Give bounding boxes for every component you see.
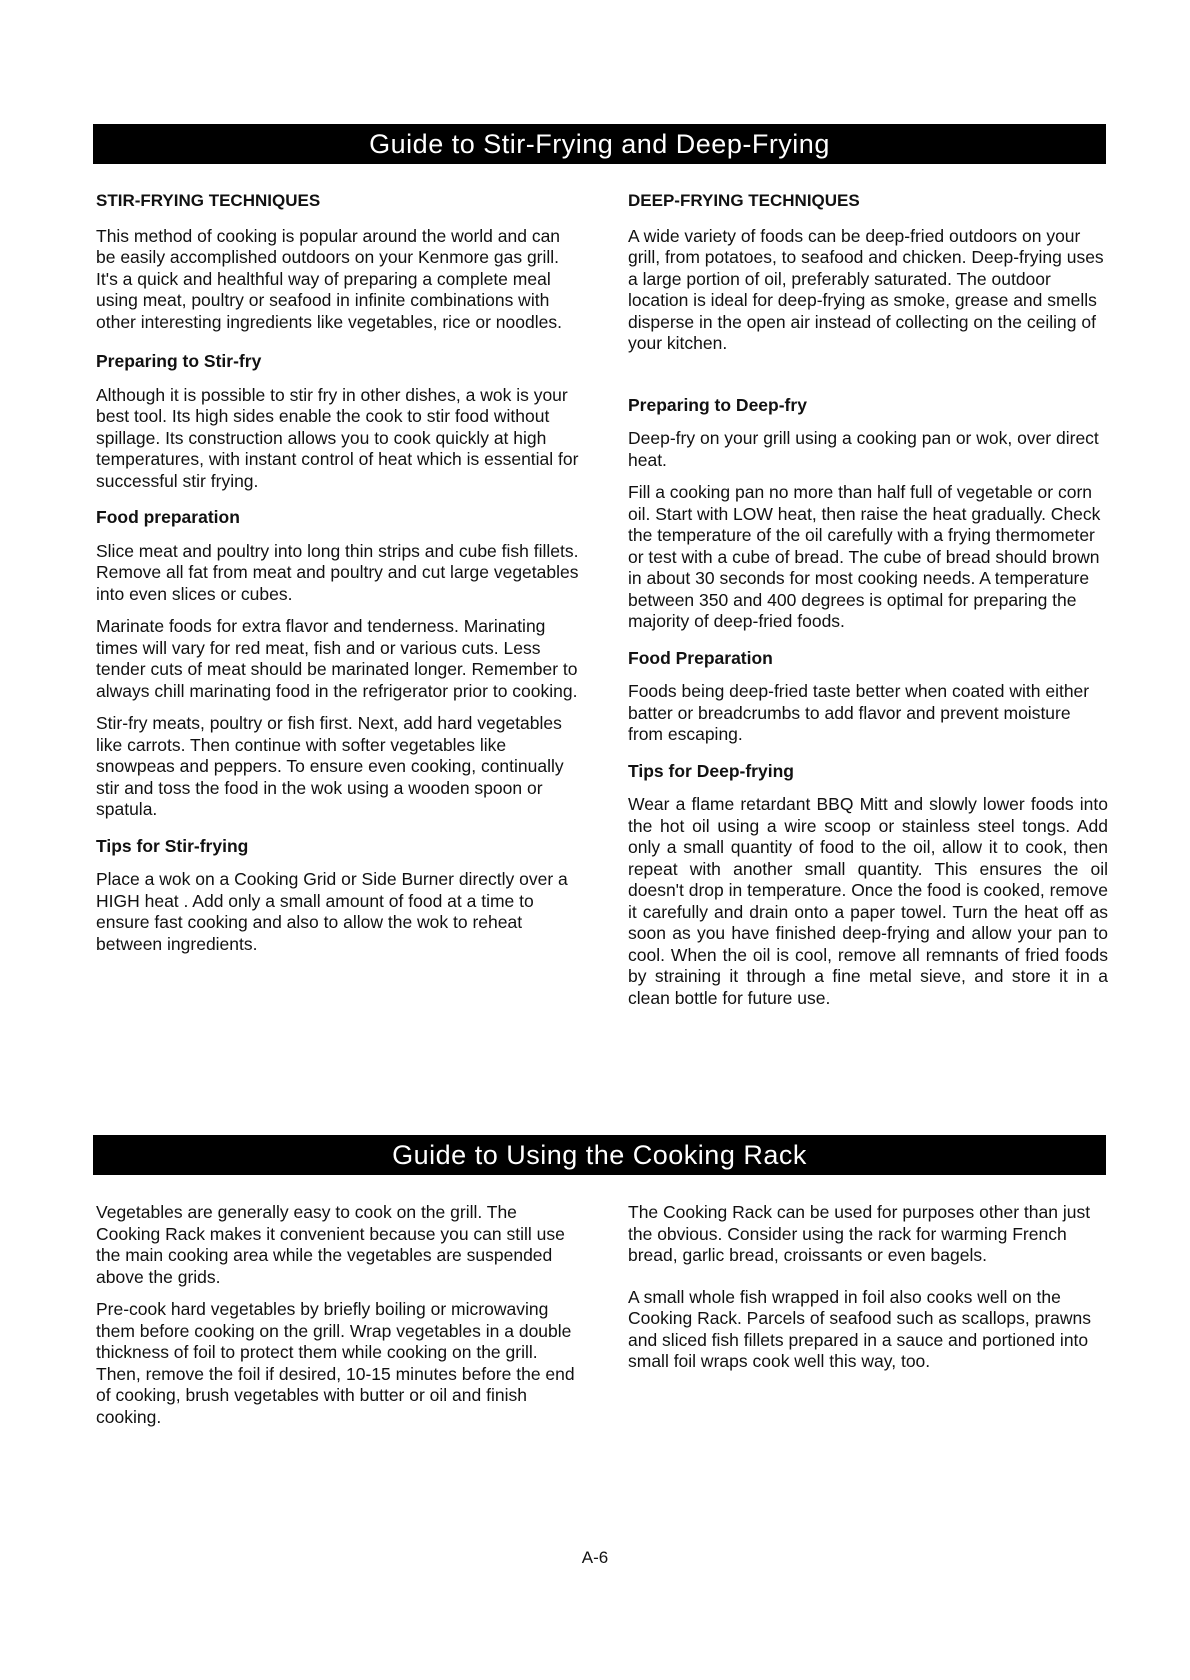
section-banner-cooking-rack: Guide to Using the Cooking Rack <box>93 1135 1106 1175</box>
stir-frying-heading: STIR-FRYING TECHNIQUES <box>96 191 321 210</box>
deep-frying-heading: DEEP-FRYING TECHNIQUES <box>628 191 860 210</box>
preparing-deep-fry-heading: Preparing to Deep-fry <box>628 394 807 415</box>
cooking-rack-left-paragraph-2: Pre-cook hard vegetables by briefly boiling or microwaving them before cooking on the grill. Wrap vegetables in a double thickness of foil to protect them while cooking on the grill. Then, remove the foil if desired, 10-15 minutes before the end of cooking, brush vegetables with butter or oil and finish cooking. <box>96 1299 575 1427</box>
stir-frying-intro: This method of cooking is popular around the world and can be easily accomplished outdoors on your Kenmore gas grill. It's a quick and healthful way of preparing a complete meal using meat, poultry or seafood in infinite combinations with other interesting ingredients like vegetables, rice or noodles. <box>96 225 562 332</box>
food-preparation-heading: Food preparation <box>96 507 240 527</box>
stir-frying-column <box>96 190 581 966</box>
cooking-rack-right-paragraph-1: The Cooking Rack can be used for purposes other than just the obvious. Consider using the rack for warming French bread, garlic bread, croissants or even bagels. <box>628 1202 1091 1265</box>
page-number: A-6 <box>581 1548 609 1567</box>
tips-stir-frying-heading: Tips for Stir-frying <box>96 835 249 856</box>
deep-frying-intro: A wide variety of foods can be deep-fried outdoors on your grill, from potatoes, to seafood and chicken. Deep-frying uses a large portion of oil, preferably saturated. The outdoor location is ideal for deep-frying as smoke, grease and smells disperse in the open air instead of collecting on the ceiling of your kitchen. <box>628 225 1104 353</box>
tips-deep-frying-text: Wear a flame retardant BBQ Mitt and slowly lower foods into the hot oil using a wire scoop or stainless steel tongs. Add only a small quantity of food to the oil, allow it to cook, then repeat with another small quantity. This ensures the oil doesn't drop in temperature. Once the food is cooked, remove it carefully and drain onto a paper towel. Turn the heat off as soon as you have finished deep-frying and allow your pan to cool. When the oil is cool, remove all remnants of fried foods by straining it through a fine metal sieve, and store it in a clean bottle for future use. <box>628 794 1109 1008</box>
preparing-stir-fry-heading: Preparing to Stir-fry <box>96 351 262 371</box>
food-preparation-paragraph-2: Marinate foods for extra flavor and tenderness. Marinating times will vary for red meat, fish and or various cuts. Less tender cuts of meat should be marinated longer. Remember to always chill marinating food in the refrigerator prior to cooking. <box>96 616 578 701</box>
cooking-rack-left-paragraph-1: Vegetables are generally easy to cook on the grill. The Cooking Rack makes it convenient because you can still use the main cooking area while the vegetables are suspended above the grids. <box>96 1202 565 1287</box>
tips-stir-frying-text: Place a wok on a Cooking Grid or Side Burner directly over a HIGH heat . Add only a small amount of food at a time to ensure fast cooking and also to allow the wok to reheat between ingredients. <box>96 869 568 954</box>
cooking-rack-right-column <box>628 1202 1098 1384</box>
deep-frying-column <box>628 190 1108 1020</box>
preparing-deep-fry-paragraph-2: Fill a cooking pan no more than half full of vegetable or corn oil. Start with LOW heat, then raise the heat gradually. Check the temperature of the oil carefully with a frying thermometer or test with a cube of bread. The cube of bread should brown in about 30 seconds for most cooking needs. A temperature between 350 and 400 degrees is optimal for preparing the majority of deep-fried foods. <box>628 482 1101 631</box>
food-preparation-paragraph-3: Stir-fry meats, poultry or fish first. Next, add hard vegetables like carrots. Then continue with softer vegetables like snowpeas and peppers. To ensure even cooking, continually stir and toss the food in the wok using a wooden spoon or spatula. <box>96 713 564 819</box>
cooking-rack-left-column <box>96 1202 581 1439</box>
preparing-stir-fry-text: Although it is possible to stir fry in other dishes, a wok is your best tool. Its high sides enable the cook to stir food without spillage. Its construction allows you to cook quickly at high temperatures, with instant control of heat which is essential for successful stir frying. <box>96 384 579 491</box>
section-banner-frying: Guide to Stir-Frying and Deep-Frying <box>93 124 1106 164</box>
food-preparation-paragraph-1: Slice meat and poultry into long thin strips and cube fish fillets. Remove all fat from meat and poultry and cut large vegetables into even slices or cubes. <box>96 540 579 604</box>
deep-fry-food-preparation-heading: Food Preparation <box>628 647 773 668</box>
tips-deep-frying-heading: Tips for Deep-frying <box>628 760 794 781</box>
cooking-rack-right-paragraph-2: A small whole fish wrapped in foil also cooks well on the Cooking Rack. Parcels of seafood such as scallops, prawns and sliced fish fillets prepared in a sauce and portioned into small foil wraps cook well this way, too. <box>628 1286 1092 1371</box>
deep-fry-food-preparation-text: Foods being deep-fried taste better when coated with either batter or breadcrumbs to add flavor and prevent moisture from escaping. <box>628 681 1090 744</box>
preparing-deep-fry-paragraph-1: Deep-fry on your grill using a cooking pan or wok, over direct heat. <box>628 428 1099 470</box>
